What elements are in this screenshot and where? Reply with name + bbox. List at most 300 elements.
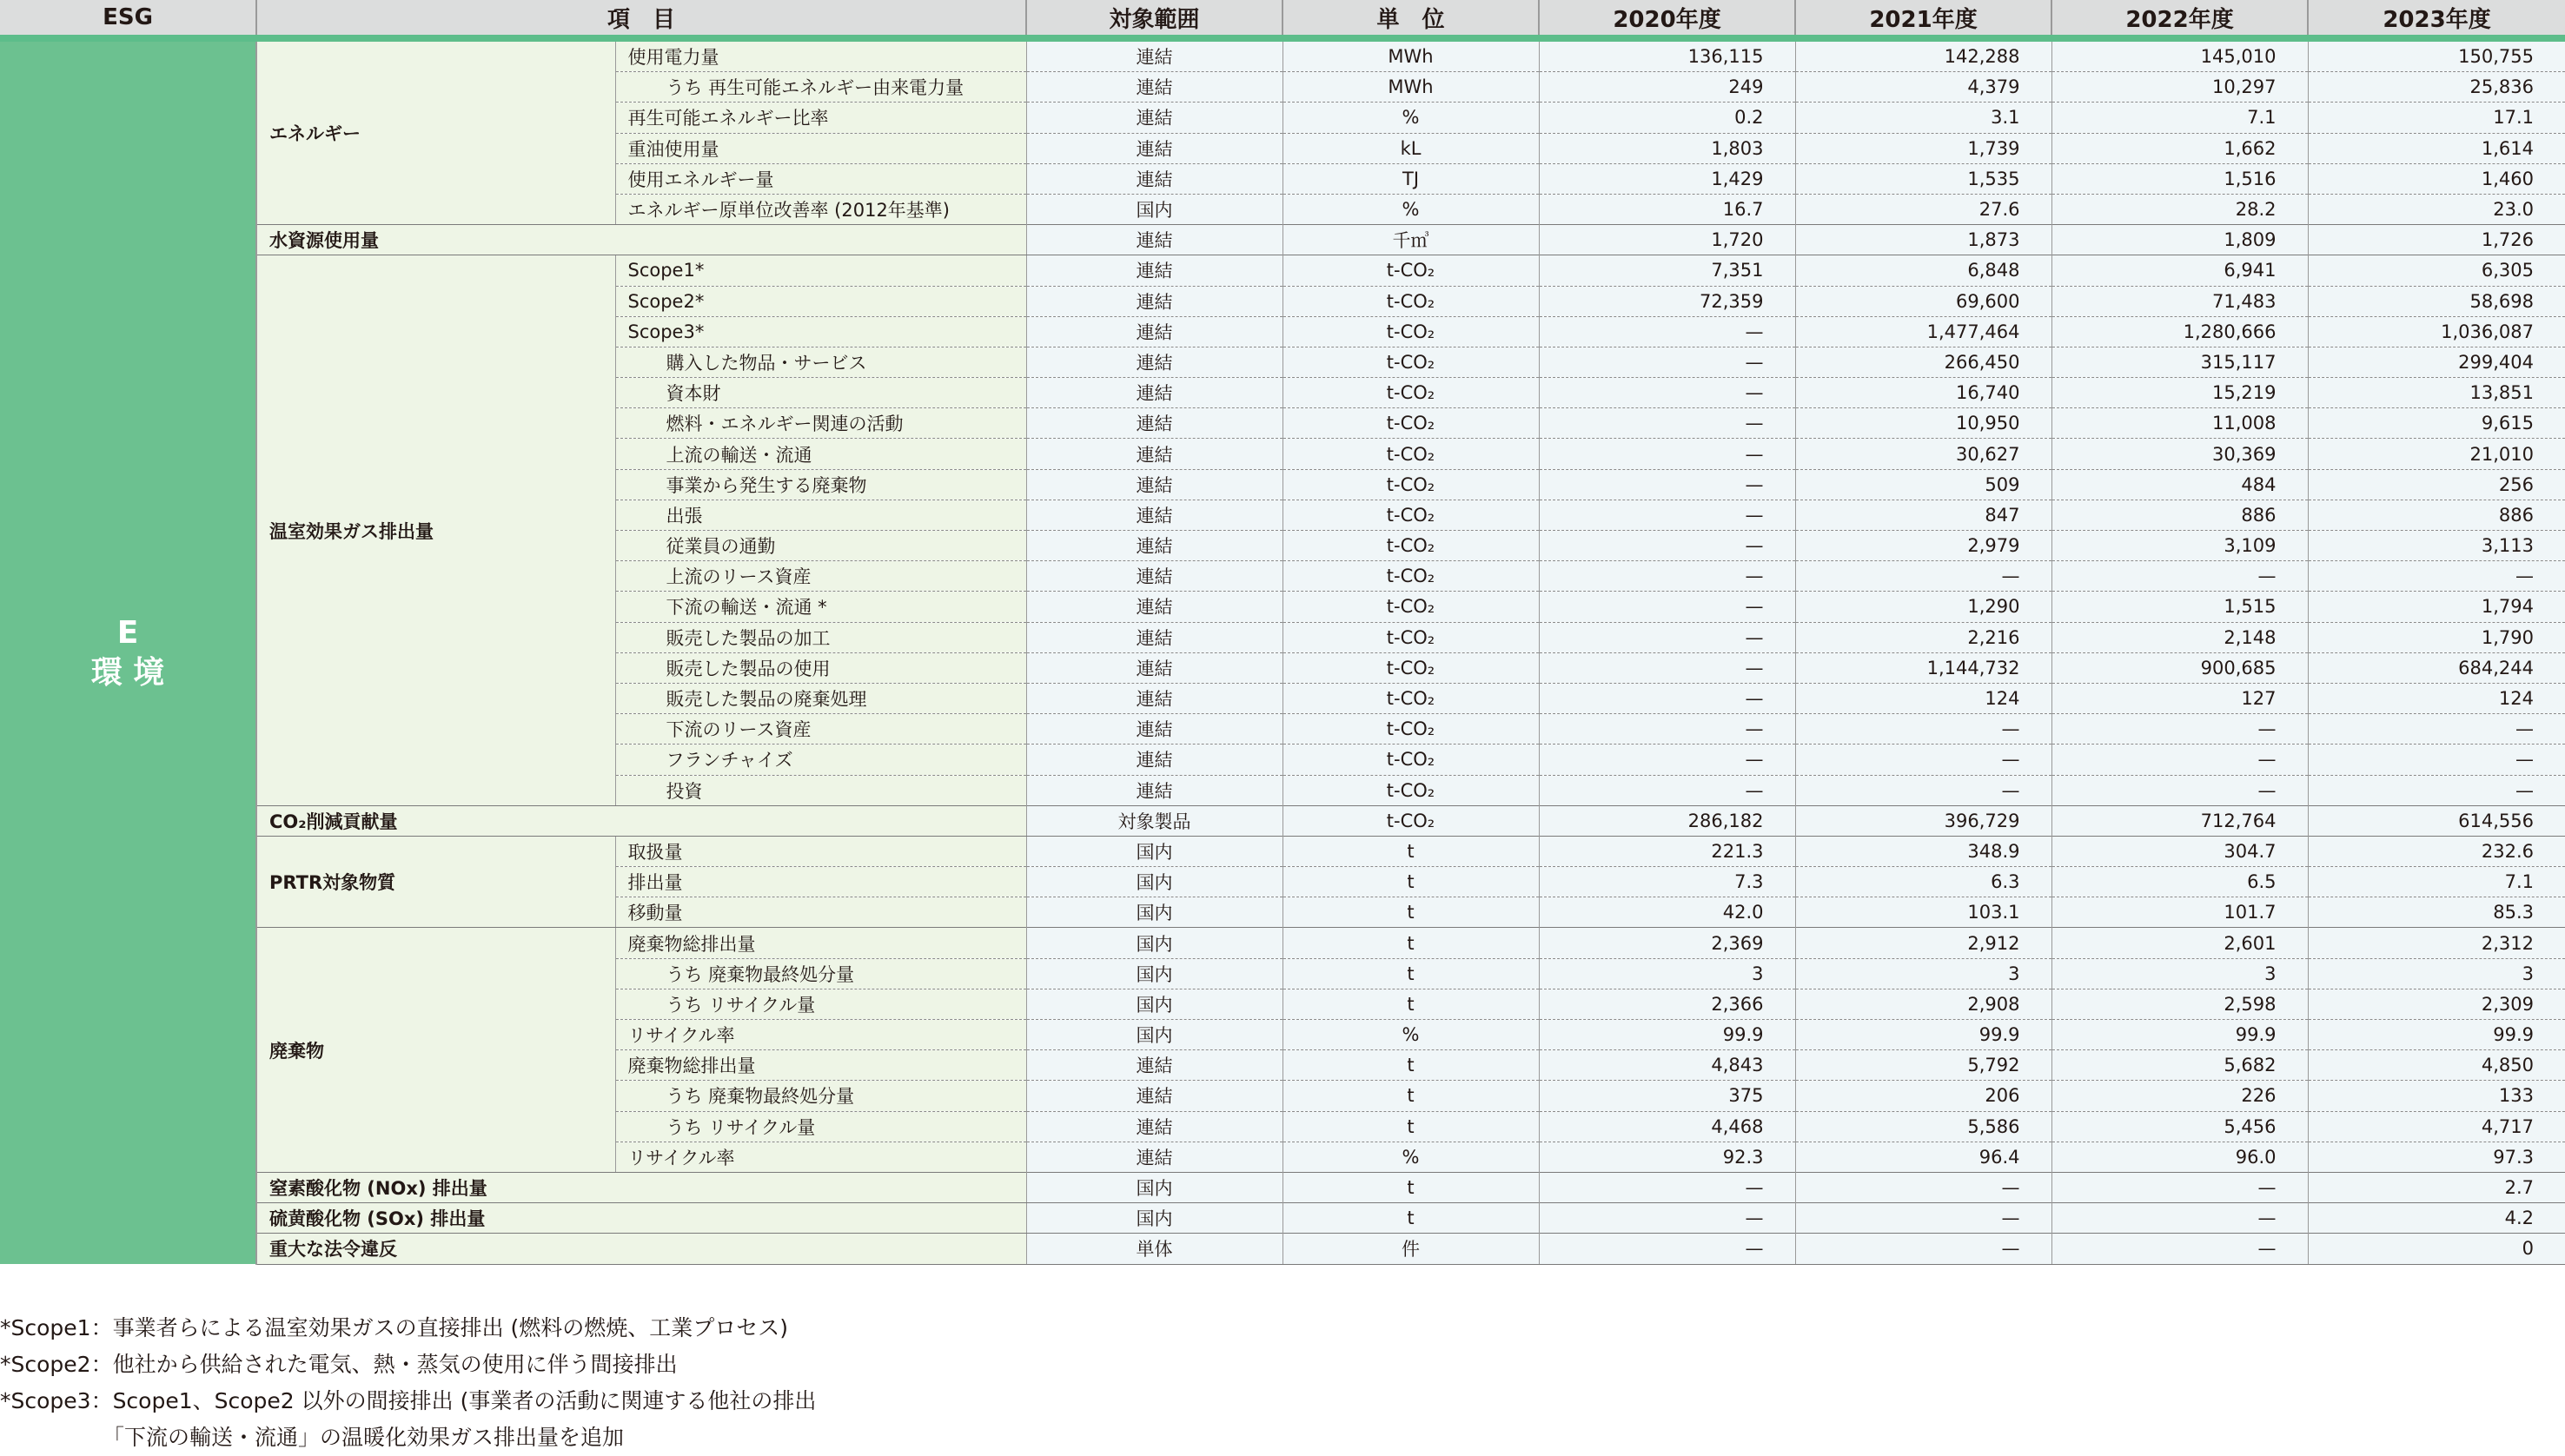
value-cell-2020: 4,468 (1539, 1111, 1795, 1142)
value-cell-2022: — (2051, 714, 2308, 745)
value-cell-2020: — (1539, 316, 1795, 347)
value-cell-2023: 614,556 (2308, 805, 2565, 836)
scope-cell: 連結 (1026, 500, 1282, 530)
unit-cell: 千㎥ (1282, 225, 1539, 255)
value-cell-2020: — (1539, 408, 1795, 439)
value-cell-2022: 11,008 (2051, 408, 2308, 439)
scope-cell: 連結 (1026, 316, 1282, 347)
value-cell-2020: 1,803 (1539, 133, 1795, 163)
footnotes (0, 1310, 816, 1456)
scope-cell: 国内 (1026, 1203, 1282, 1234)
value-cell-2023: 2,309 (2308, 989, 2565, 1019)
item-cell: 出張 (615, 500, 1026, 530)
scope-cell: 連結 (1026, 592, 1282, 622)
value-cell-2022: 101.7 (2051, 897, 2308, 928)
scope-cell: 連結 (1026, 38, 1282, 72)
value-cell-2023: 124 (2308, 683, 2565, 713)
item-cell: 販売した製品の廃棄処理 (615, 683, 1026, 713)
value-cell-2023: 3 (2308, 958, 2565, 989)
value-cell-2023: 6,305 (2308, 255, 2565, 286)
value-cell-2022: 3 (2051, 958, 2308, 989)
value-cell-2020: — (1539, 745, 1795, 775)
value-cell-2021: 1,739 (1795, 133, 2051, 163)
value-cell-2020: 286,182 (1539, 805, 1795, 836)
scope-cell: 連結 (1026, 72, 1282, 103)
header-2021: 2021年度 (1795, 0, 2051, 38)
unit-cell: MWh (1282, 38, 1539, 72)
value-cell-2021: 1,290 (1795, 592, 2051, 622)
item-cell: 使用電力量 (615, 38, 1026, 72)
value-cell-2021: 3.1 (1795, 103, 2051, 133)
footnote-scope2: *Scope2：他社から供給された電気、熱・蒸気の使用に伴う間接排出 (0, 1352, 678, 1377)
value-cell-2023: — (2308, 561, 2565, 592)
category-cell: 窒素酸化物 (NOx) 排出量 (256, 1172, 1026, 1202)
scope-cell: 連結 (1026, 561, 1282, 592)
scope-cell: 国内 (1026, 897, 1282, 928)
table-row (0, 1234, 2565, 1264)
scope-cell: 国内 (1026, 836, 1282, 866)
scope-cell: 連結 (1026, 103, 1282, 133)
value-cell-2022: 1,515 (2051, 592, 2308, 622)
item-cell: 販売した製品の加工 (615, 622, 1026, 652)
unit-cell: t-CO₂ (1282, 378, 1539, 408)
value-cell-2022: 6.5 (2051, 867, 2308, 897)
footnote-addition: 「下流の輸送・流通」の温暖化効果ガス排出量を追加 (103, 1425, 625, 1450)
scope-cell: 連結 (1026, 255, 1282, 286)
unit-cell: t-CO₂ (1282, 652, 1539, 683)
unit-cell: t-CO₂ (1282, 255, 1539, 286)
unit-cell: t-CO₂ (1282, 531, 1539, 561)
value-cell-2020: — (1539, 592, 1795, 622)
category-cell: PRTR対象物質 (256, 836, 615, 928)
category-cell: CO₂削減貢献量 (256, 805, 1026, 836)
value-cell-2021: — (1795, 561, 2051, 592)
value-cell-2022: 7.1 (2051, 103, 2308, 133)
scope-cell: 連結 (1026, 714, 1282, 745)
value-cell-2022: 315,117 (2051, 347, 2308, 377)
unit-cell: t-CO₂ (1282, 592, 1539, 622)
value-cell-2023: 21,010 (2308, 439, 2565, 469)
unit-cell: t-CO₂ (1282, 561, 1539, 592)
value-cell-2021: — (1795, 775, 2051, 805)
item-cell: Scope1* (615, 255, 1026, 286)
value-cell-2021: 206 (1795, 1081, 2051, 1111)
scope-cell: 連結 (1026, 1142, 1282, 1172)
unit-cell: MWh (1282, 72, 1539, 103)
unit-cell: t-CO₂ (1282, 805, 1539, 836)
unit-cell: t (1282, 1111, 1539, 1142)
scope-cell: 連結 (1026, 469, 1282, 500)
unit-cell: t-CO₂ (1282, 683, 1539, 713)
item-cell: 下流のリース資産 (615, 714, 1026, 745)
value-cell-2023: 2.7 (2308, 1172, 2565, 1202)
value-cell-2020: 92.3 (1539, 1142, 1795, 1172)
unit-cell: % (1282, 1020, 1539, 1050)
value-cell-2021: 2,979 (1795, 531, 2051, 561)
unit-cell: kL (1282, 133, 1539, 163)
value-cell-2022: 2,601 (2051, 928, 2308, 958)
item-cell: うち リサイクル量 (615, 989, 1026, 1019)
value-cell-2022: 1,662 (2051, 133, 2308, 163)
value-cell-2022: 127 (2051, 683, 2308, 713)
value-cell-2020: — (1539, 378, 1795, 408)
header-scope: 対象範囲 (1026, 0, 1282, 38)
table-row (0, 1172, 2565, 1202)
value-cell-2021: — (1795, 745, 2051, 775)
header-unit: 単 位 (1282, 0, 1539, 38)
value-cell-2021: 1,873 (1795, 225, 2051, 255)
value-cell-2023: 1,460 (2308, 163, 2565, 194)
value-cell-2022: 99.9 (2051, 1020, 2308, 1050)
value-cell-2021: 847 (1795, 500, 2051, 530)
value-cell-2022: 1,516 (2051, 163, 2308, 194)
value-cell-2021: 348.9 (1795, 836, 2051, 866)
value-cell-2020: 0.2 (1539, 103, 1795, 133)
value-cell-2020: — (1539, 469, 1795, 500)
value-cell-2020: — (1539, 622, 1795, 652)
value-cell-2023: 13,851 (2308, 378, 2565, 408)
value-cell-2020: — (1539, 500, 1795, 530)
scope-cell: 連結 (1026, 622, 1282, 652)
esg-letter: E (116, 614, 139, 651)
value-cell-2023: 1,036,087 (2308, 316, 2565, 347)
esg-category-cell (0, 38, 256, 1264)
unit-cell: t-CO₂ (1282, 439, 1539, 469)
value-cell-2021: 2,216 (1795, 622, 2051, 652)
item-cell: うち 廃棄物最終処分量 (615, 958, 1026, 989)
scope-cell: 国内 (1026, 194, 1282, 224)
value-cell-2023: 133 (2308, 1081, 2565, 1111)
value-cell-2023: 299,404 (2308, 347, 2565, 377)
item-cell: 上流のリース資産 (615, 561, 1026, 592)
value-cell-2020: 221.3 (1539, 836, 1795, 866)
unit-cell: 件 (1282, 1234, 1539, 1264)
item-cell: 廃棄物総排出量 (615, 1050, 1026, 1081)
scope-cell: 国内 (1026, 867, 1282, 897)
value-cell-2021: — (1795, 714, 2051, 745)
value-cell-2023: 58,698 (2308, 286, 2565, 316)
header-2022: 2022年度 (2051, 0, 2308, 38)
scope-cell: 国内 (1026, 958, 1282, 989)
item-cell: エネルギー原単位改善率 (2012年基準) (615, 194, 1026, 224)
item-cell: 従業員の通勤 (615, 531, 1026, 561)
value-cell-2022: 886 (2051, 500, 2308, 530)
scope-cell: 連結 (1026, 378, 1282, 408)
scope-cell: 国内 (1026, 989, 1282, 1019)
scope-cell: 連結 (1026, 1050, 1282, 1081)
value-cell-2022: — (2051, 1172, 2308, 1202)
unit-cell: t (1282, 1081, 1539, 1111)
unit-cell: t-CO₂ (1282, 408, 1539, 439)
value-cell-2022: 712,764 (2051, 805, 2308, 836)
item-cell: リサイクル率 (615, 1142, 1026, 1172)
value-cell-2023: — (2308, 775, 2565, 805)
value-cell-2021: 96.4 (1795, 1142, 2051, 1172)
value-cell-2023: — (2308, 745, 2565, 775)
value-cell-2021: 103.1 (1795, 897, 2051, 928)
item-cell: 使用エネルギー量 (615, 163, 1026, 194)
value-cell-2021: 396,729 (1795, 805, 2051, 836)
value-cell-2023: 150,755 (2308, 38, 2565, 72)
value-cell-2021: 1,477,464 (1795, 316, 2051, 347)
value-cell-2023: 25,836 (2308, 72, 2565, 103)
header-2020: 2020年度 (1539, 0, 1795, 38)
unit-cell: t-CO₂ (1282, 745, 1539, 775)
unit-cell: % (1282, 194, 1539, 224)
value-cell-2023: 1,790 (2308, 622, 2565, 652)
esg-name: 環 境 (90, 654, 165, 691)
unit-cell: t-CO₂ (1282, 622, 1539, 652)
category-cell: エネルギー (256, 38, 615, 225)
value-cell-2022: — (2051, 1203, 2308, 1234)
value-cell-2021: 99.9 (1795, 1020, 2051, 1050)
scope-cell: 国内 (1026, 1020, 1282, 1050)
value-cell-2021: 69,600 (1795, 286, 2051, 316)
footnote-scope1: *Scope1：事業者らによる温室効果ガスの直接排出 (燃料の燃焼、工業プロセス) (0, 1315, 789, 1340)
value-cell-2022: — (2051, 561, 2308, 592)
value-cell-2020: 99.9 (1539, 1020, 1795, 1050)
scope-cell: 連結 (1026, 745, 1282, 775)
scope-cell: 連結 (1026, 1081, 1282, 1111)
value-cell-2023: 7.1 (2308, 867, 2565, 897)
value-cell-2023: 886 (2308, 500, 2565, 530)
table-row (0, 38, 2565, 72)
value-cell-2021: 509 (1795, 469, 2051, 500)
unit-cell: t (1282, 989, 1539, 1019)
item-cell: 廃棄物総排出量 (615, 928, 1026, 958)
footnote-scope3: *Scope3：Scope1、Scope2 以外の間接排出 (事業者の活動に関連する他社の排出 (0, 1388, 817, 1413)
scope-cell: 連結 (1026, 133, 1282, 163)
scope-cell: 対象製品 (1026, 805, 1282, 836)
scope-cell: 連結 (1026, 408, 1282, 439)
category-cell: 重大な法令違反 (256, 1234, 1026, 1264)
item-cell: リサイクル率 (615, 1020, 1026, 1050)
value-cell-2022: 145,010 (2051, 38, 2308, 72)
item-cell: 燃料・エネルギー関連の活動 (615, 408, 1026, 439)
value-cell-2022: 6,941 (2051, 255, 2308, 286)
item-cell: 事業から発生する廃棄物 (615, 469, 1026, 500)
value-cell-2021: 2,908 (1795, 989, 2051, 1019)
value-cell-2021: 6.3 (1795, 867, 2051, 897)
header-esg: ESG (0, 0, 256, 38)
value-cell-2020: — (1539, 683, 1795, 713)
item-cell: Scope3* (615, 316, 1026, 347)
item-cell: 購入した物品・サービス (615, 347, 1026, 377)
scope-cell: 連結 (1026, 775, 1282, 805)
value-cell-2022: 30,369 (2051, 439, 2308, 469)
scope-cell: 単体 (1026, 1234, 1282, 1264)
value-cell-2022: 2,148 (2051, 622, 2308, 652)
value-cell-2020: 249 (1539, 72, 1795, 103)
scope-cell: 連結 (1026, 683, 1282, 713)
item-cell: うち 廃棄物最終処分量 (615, 1081, 1026, 1111)
value-cell-2020: 2,369 (1539, 928, 1795, 958)
scope-cell: 連結 (1026, 531, 1282, 561)
unit-cell: t-CO₂ (1282, 775, 1539, 805)
value-cell-2021: 124 (1795, 683, 2051, 713)
value-cell-2021: 6,848 (1795, 255, 2051, 286)
item-cell: 販売した製品の使用 (615, 652, 1026, 683)
value-cell-2022: 3,109 (2051, 531, 2308, 561)
item-cell: 重油使用量 (615, 133, 1026, 163)
table-row (0, 928, 2565, 958)
value-cell-2021: — (1795, 1203, 2051, 1234)
scope-cell: 連結 (1026, 652, 1282, 683)
value-cell-2023: 1,794 (2308, 592, 2565, 622)
value-cell-2021: 16,740 (1795, 378, 2051, 408)
value-cell-2020: — (1539, 714, 1795, 745)
table-row (0, 225, 2565, 255)
category-cell: 硫黄酸化物 (SOx) 排出量 (256, 1203, 1026, 1234)
table-row (0, 805, 2565, 836)
value-cell-2020: — (1539, 531, 1795, 561)
value-cell-2023: 256 (2308, 469, 2565, 500)
value-cell-2021: 1,144,732 (1795, 652, 2051, 683)
unit-cell: t (1282, 928, 1539, 958)
value-cell-2023: 4,717 (2308, 1111, 2565, 1142)
value-cell-2020: 1,429 (1539, 163, 1795, 194)
value-cell-2022: 28.2 (2051, 194, 2308, 224)
unit-cell: t (1282, 958, 1539, 989)
unit-cell: % (1282, 103, 1539, 133)
value-cell-2023: 4,850 (2308, 1050, 2565, 1081)
value-cell-2022: 2,598 (2051, 989, 2308, 1019)
scope-cell: 国内 (1026, 1172, 1282, 1202)
item-cell: 下流の輸送・流通 * (615, 592, 1026, 622)
scope-cell: 連結 (1026, 439, 1282, 469)
value-cell-2021: 30,627 (1795, 439, 2051, 469)
value-cell-2020: — (1539, 775, 1795, 805)
value-cell-2021: 4,379 (1795, 72, 2051, 103)
value-cell-2022: — (2051, 775, 2308, 805)
unit-cell: t (1282, 836, 1539, 866)
value-cell-2022: 71,483 (2051, 286, 2308, 316)
unit-cell: % (1282, 1142, 1539, 1172)
value-cell-2022: — (2051, 1234, 2308, 1264)
item-cell: 移動量 (615, 897, 1026, 928)
value-cell-2023: 1,614 (2308, 133, 2565, 163)
value-cell-2022: 484 (2051, 469, 2308, 500)
value-cell-2022: 900,685 (2051, 652, 2308, 683)
unit-cell: t-CO₂ (1282, 469, 1539, 500)
value-cell-2021: — (1795, 1234, 2051, 1264)
value-cell-2023: 1,726 (2308, 225, 2565, 255)
scope-cell: 連結 (1026, 286, 1282, 316)
value-cell-2022: 15,219 (2051, 378, 2308, 408)
value-cell-2020: 7.3 (1539, 867, 1795, 897)
value-cell-2023: 99.9 (2308, 1020, 2565, 1050)
item-cell: 資本財 (615, 378, 1026, 408)
value-cell-2021: 5,792 (1795, 1050, 2051, 1081)
value-cell-2023: 232.6 (2308, 836, 2565, 866)
value-cell-2020: 375 (1539, 1081, 1795, 1111)
value-cell-2023: 4.2 (2308, 1203, 2565, 1234)
value-cell-2023: — (2308, 714, 2565, 745)
unit-cell: TJ (1282, 163, 1539, 194)
value-cell-2023: 85.3 (2308, 897, 2565, 928)
value-cell-2022: 1,280,666 (2051, 316, 2308, 347)
value-cell-2020: 72,359 (1539, 286, 1795, 316)
value-cell-2020: 4,843 (1539, 1050, 1795, 1081)
value-cell-2023: 97.3 (2308, 1142, 2565, 1172)
scope-cell: 国内 (1026, 928, 1282, 958)
value-cell-2021: 1,535 (1795, 163, 2051, 194)
value-cell-2020: 3 (1539, 958, 1795, 989)
scope-cell: 連結 (1026, 347, 1282, 377)
item-cell: Scope2* (615, 286, 1026, 316)
value-cell-2020: 7,351 (1539, 255, 1795, 286)
unit-cell: t (1282, 897, 1539, 928)
item-cell: 再生可能エネルギー比率 (615, 103, 1026, 133)
value-cell-2020: 16.7 (1539, 194, 1795, 224)
value-cell-2021: — (1795, 1172, 2051, 1202)
value-cell-2022: 1,809 (2051, 225, 2308, 255)
value-cell-2022: — (2051, 745, 2308, 775)
value-cell-2020: — (1539, 439, 1795, 469)
value-cell-2023: 17.1 (2308, 103, 2565, 133)
unit-cell: t (1282, 1050, 1539, 1081)
value-cell-2020: 2,366 (1539, 989, 1795, 1019)
value-cell-2021: 27.6 (1795, 194, 2051, 224)
scope-cell: 連結 (1026, 1111, 1282, 1142)
table-header-row (0, 0, 2565, 38)
unit-cell: t-CO₂ (1282, 347, 1539, 377)
table-row (0, 1203, 2565, 1234)
value-cell-2021: 142,288 (1795, 38, 2051, 72)
item-cell: うち 再生可能エネルギー由来電力量 (615, 72, 1026, 103)
category-cell: 廃棄物 (256, 928, 615, 1173)
value-cell-2021: 2,912 (1795, 928, 2051, 958)
value-cell-2022: 5,682 (2051, 1050, 2308, 1081)
item-cell: うち リサイクル量 (615, 1111, 1026, 1142)
value-cell-2023: 9,615 (2308, 408, 2565, 439)
scope-cell: 連結 (1026, 163, 1282, 194)
value-cell-2020: 136,115 (1539, 38, 1795, 72)
value-cell-2020: — (1539, 561, 1795, 592)
value-cell-2020: — (1539, 347, 1795, 377)
value-cell-2020: — (1539, 1203, 1795, 1234)
item-cell: 排出量 (615, 867, 1026, 897)
table-row (0, 836, 2565, 866)
category-cell: 水資源使用量 (256, 225, 1026, 255)
unit-cell: t-CO₂ (1282, 714, 1539, 745)
value-cell-2020: — (1539, 652, 1795, 683)
value-cell-2020: 42.0 (1539, 897, 1795, 928)
value-cell-2023: 2,312 (2308, 928, 2565, 958)
value-cell-2020: — (1539, 1234, 1795, 1264)
item-cell: 投資 (615, 775, 1026, 805)
value-cell-2020: 1,720 (1539, 225, 1795, 255)
header-2023: 2023年度 (2308, 0, 2565, 38)
item-cell: フランチャイズ (615, 745, 1026, 775)
header-item: 項 目 (256, 0, 1026, 38)
item-cell: 取扱量 (615, 836, 1026, 866)
value-cell-2020: — (1539, 1172, 1795, 1202)
value-cell-2022: 10,297 (2051, 72, 2308, 103)
unit-cell: t-CO₂ (1282, 500, 1539, 530)
value-cell-2022: 5,456 (2051, 1111, 2308, 1142)
item-cell: 上流の輸送・流通 (615, 439, 1026, 469)
value-cell-2021: 3 (1795, 958, 2051, 989)
table-body (0, 38, 2565, 1264)
value-cell-2023: 3,113 (2308, 531, 2565, 561)
value-cell-2022: 304.7 (2051, 836, 2308, 866)
unit-cell: t (1282, 1203, 1539, 1234)
unit-cell: t (1282, 1172, 1539, 1202)
value-cell-2022: 96.0 (2051, 1142, 2308, 1172)
unit-cell: t (1282, 867, 1539, 897)
category-cell: 温室効果ガス排出量 (256, 255, 615, 805)
